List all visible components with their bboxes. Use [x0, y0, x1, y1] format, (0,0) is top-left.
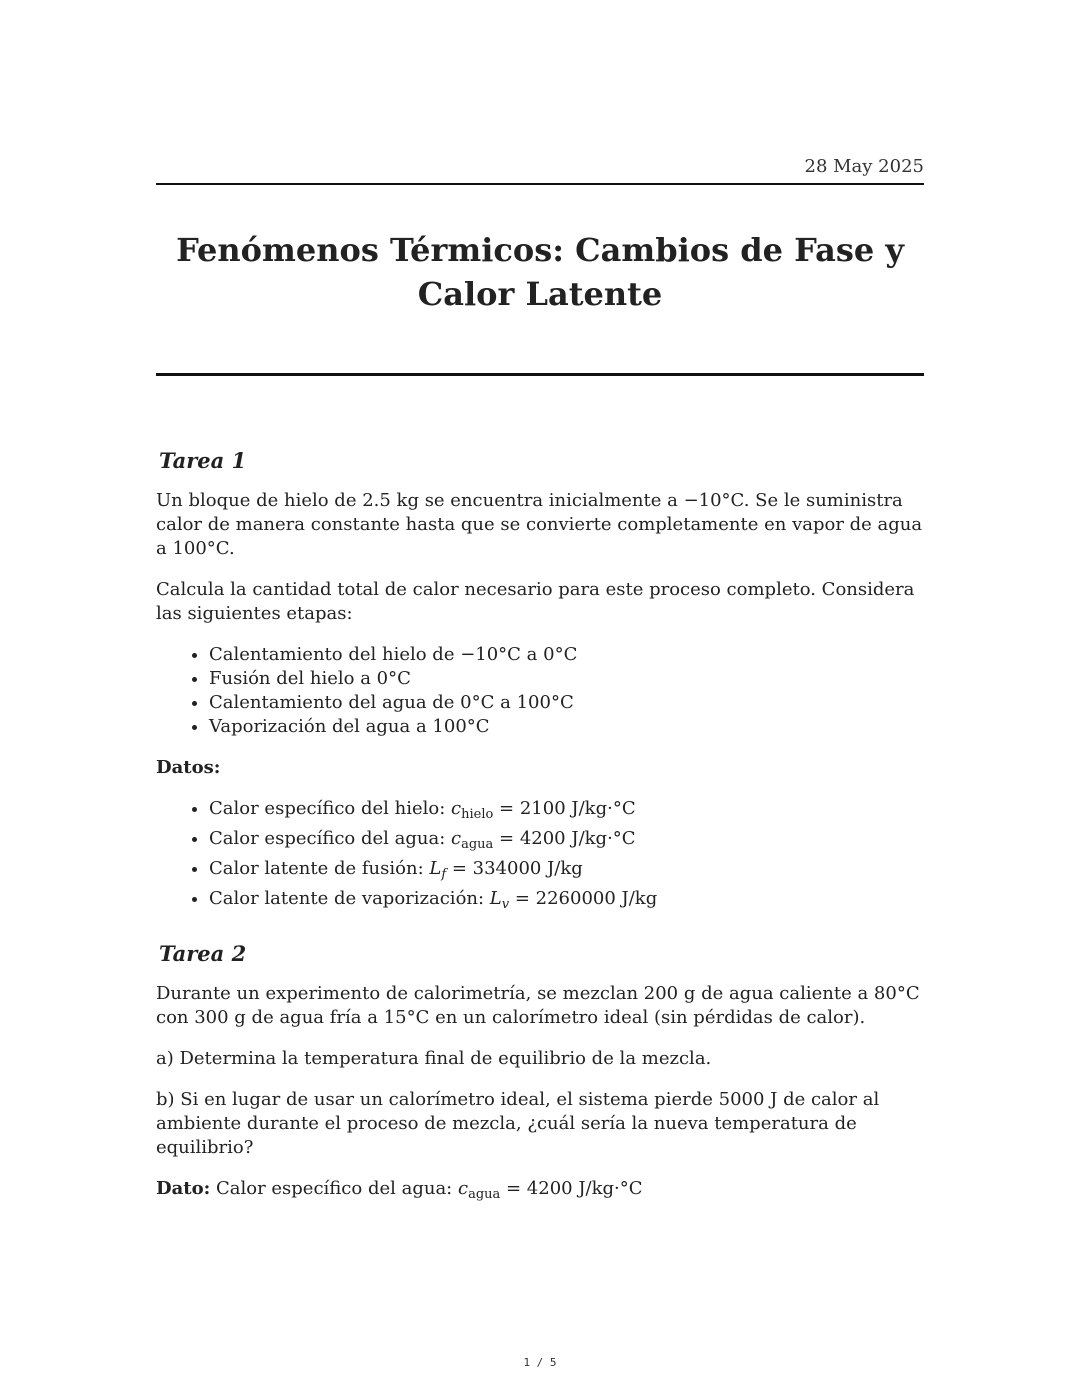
- data-item-value: = 2260000 J/kg: [509, 888, 658, 909]
- task-2-data-value: = 4200 J/kg·°C: [500, 1178, 643, 1199]
- header-rule: [156, 183, 924, 185]
- list-item: • Calentamiento del agua de 0°C a 100°C: [209, 691, 924, 715]
- list-item: [209, 827, 924, 857]
- task-1-paragraph-1: Un bloque de hielo de 2.5 kg se encuentra inicialmente a −10°C. Se le suministra calor de manera constante hasta que se convierte completamente en vapor de agua a 100°C.: [156, 490, 923, 559]
- task-1-paragraph-2: Calcula la cantidad total de calor necesario para este proceso completo. Considera las siguientes etapas:: [156, 579, 915, 624]
- page-number: 1 / 5: [523, 1356, 557, 1369]
- task-1-section: [156, 447, 924, 934]
- list-item: • Vaporización del agua a 100°C: [209, 715, 924, 739]
- data-item-text: Calor latente de vaporización:: [209, 888, 490, 909]
- task-2-data-text: Calor específico del agua:: [210, 1178, 458, 1199]
- document-title: Fenómenos Térmicos: Cambios de Fase y Calor Latente: [176, 231, 904, 313]
- task-2-data-symbol: c: [457, 1178, 469, 1199]
- data-item-value: = 4200 J/kg·°C: [493, 828, 636, 849]
- list-item: [209, 887, 924, 917]
- data-item-text: Calor específico del hielo:: [209, 798, 452, 819]
- task-1-heading: Tarea 1: [159, 448, 247, 473]
- task-1-stages-list: [156, 643, 924, 739]
- data-item-symbol: L: [429, 858, 442, 879]
- task-2-part-b: b) Si en lugar de usar un calorímetro ideal, el sistema pierde 5000 J de calor al ambiente durante el proceso de mezcla, ¿cuál sería la nueva temperatura de equilibrio?: [156, 1089, 880, 1158]
- task-2-section: [156, 940, 924, 1224]
- task-2-part-a: a) Determina la temperatura final de equilibrio de la mezcla.: [156, 1048, 712, 1069]
- task-2-data-subscript: agua: [468, 1187, 501, 1202]
- data-item-symbol: L: [489, 888, 502, 909]
- data-item-subscript: agua: [461, 837, 494, 852]
- data-item-value: = 2100 J/kg·°C: [493, 798, 636, 819]
- data-item-subscript: f: [441, 867, 447, 882]
- document-date: 28 May 2025: [804, 156, 924, 177]
- data-item-subscript: hielo: [461, 807, 494, 822]
- list-item: • Fusión del hielo a 0°C: [209, 667, 924, 691]
- data-item-symbol: c: [451, 798, 462, 819]
- task-2-paragraph-1: Durante un experimento de calorimetría, se mezclan 200 g de agua caliente a 80°C con 300 g de agua fría a 15°C en un calorímetro ideal (sin pérdidas de calor).: [156, 983, 920, 1028]
- task-1-data-list: [156, 797, 924, 917]
- data-item-subscript: v: [501, 897, 510, 912]
- task-2-heading: Tarea 2: [159, 941, 247, 966]
- list-item: [209, 797, 924, 827]
- data-item-text: Calor específico del agua:: [209, 828, 451, 849]
- task-2-data-line: [156, 1177, 924, 1207]
- task-2-data-label: Dato:: [156, 1178, 211, 1199]
- list-item: • Calentamiento del hielo de −10°C a 0°C: [209, 643, 924, 667]
- title-rule: [156, 373, 924, 376]
- list-item: [209, 857, 924, 887]
- data-item-symbol: c: [451, 828, 462, 849]
- data-item-text: Calor latente de fusión:: [209, 858, 430, 879]
- data-item-value: = 334000 J/kg: [446, 858, 583, 879]
- task-1-data-label: Datos:: [156, 757, 221, 778]
